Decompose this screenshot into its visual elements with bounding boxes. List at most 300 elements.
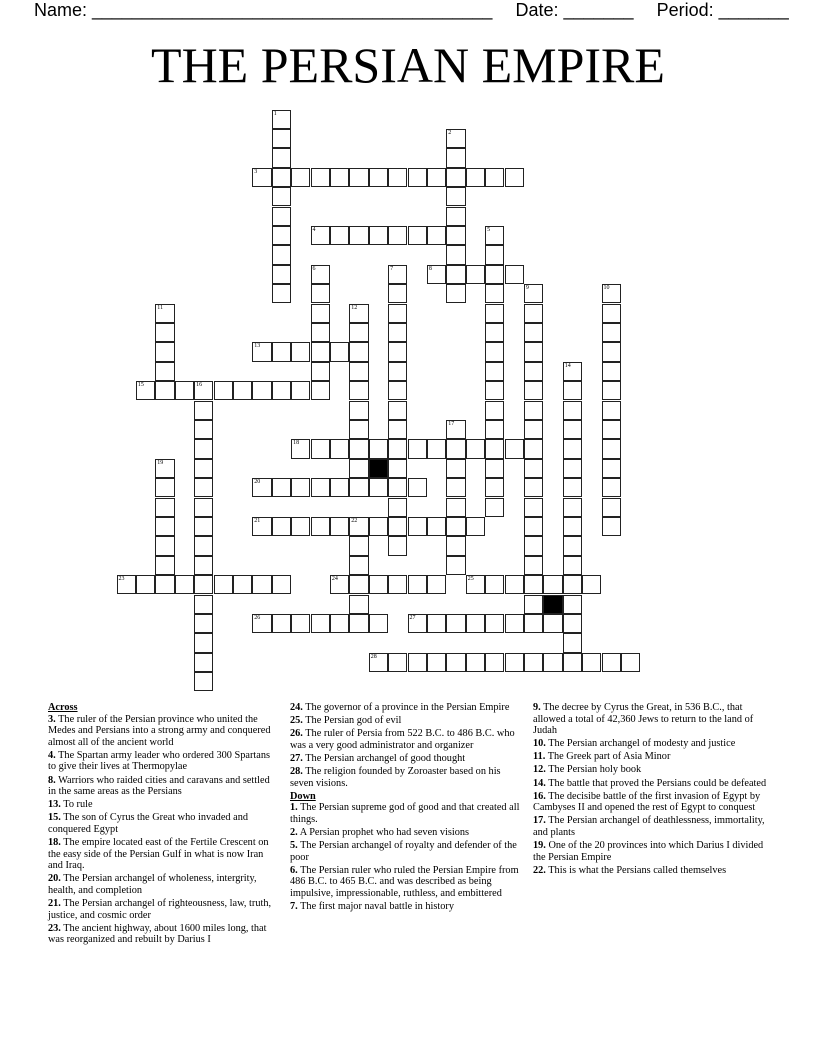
crossword-cell[interactable] xyxy=(505,168,524,187)
crossword-cell[interactable] xyxy=(485,478,504,497)
crossword-cell[interactable] xyxy=(524,420,543,439)
crossword-cell[interactable] xyxy=(311,517,330,536)
crossword-cell[interactable] xyxy=(330,168,349,187)
crossword-cell[interactable] xyxy=(155,478,174,497)
crossword-cell[interactable] xyxy=(194,653,213,672)
crossword-cell[interactable] xyxy=(563,401,582,420)
crossword-cell[interactable] xyxy=(388,284,407,303)
crossword-cell[interactable] xyxy=(330,575,349,594)
crossword-cell[interactable] xyxy=(194,672,213,691)
crossword-cell[interactable] xyxy=(446,129,465,148)
crossword-cell[interactable] xyxy=(291,168,310,187)
crossword-cell[interactable] xyxy=(272,187,291,206)
crossword-cell[interactable] xyxy=(485,420,504,439)
crossword-cell[interactable] xyxy=(155,304,174,323)
crossword-cell[interactable] xyxy=(330,439,349,458)
crossword-cell[interactable] xyxy=(155,575,174,594)
crossword-cell[interactable] xyxy=(194,401,213,420)
crossword-cell[interactable] xyxy=(446,653,465,672)
crossword-cell[interactable] xyxy=(446,517,465,536)
crossword-cell[interactable] xyxy=(349,323,368,342)
crossword-cell[interactable] xyxy=(272,265,291,284)
crossword-cell[interactable] xyxy=(155,342,174,361)
crossword-cell[interactable] xyxy=(446,439,465,458)
name-field[interactable]: Name: ________________________________________ xyxy=(34,0,493,20)
crossword-cell[interactable] xyxy=(408,517,427,536)
crossword-cell[interactable] xyxy=(485,342,504,361)
crossword-cell[interactable] xyxy=(563,362,582,381)
crossword-cell[interactable] xyxy=(311,478,330,497)
across-clue xyxy=(290,728,522,751)
clue-num: 19. xyxy=(533,840,546,852)
crossword-cell[interactable] xyxy=(369,517,388,536)
down-clue xyxy=(533,751,773,763)
crossword-cell[interactable] xyxy=(446,168,465,187)
crossword-cell[interactable] xyxy=(485,653,504,672)
crossword-cell[interactable] xyxy=(194,556,213,575)
crossword-cell[interactable] xyxy=(524,517,543,536)
crossword-cell[interactable] xyxy=(194,575,213,594)
across-clue xyxy=(48,775,280,798)
down-clue xyxy=(533,791,773,814)
clue-text: The Persian archangel of modesty and justice xyxy=(548,738,736,750)
clue-text: The Greek part of Asia Minor xyxy=(547,751,671,763)
crossword-cell[interactable] xyxy=(252,478,271,497)
crossword-cell[interactable] xyxy=(349,342,368,361)
crossword-cell[interactable] xyxy=(524,653,543,672)
crossword-cell[interactable] xyxy=(466,614,485,633)
crossword-cell[interactable] xyxy=(427,575,446,594)
crossword-cell[interactable] xyxy=(446,284,465,303)
crossword-cell[interactable] xyxy=(563,381,582,400)
clue-number: 1 xyxy=(273,110,277,117)
crossword-cell[interactable] xyxy=(349,439,368,458)
clue-text: The Persian archangel of good thought xyxy=(305,752,466,764)
crossword-cell[interactable] xyxy=(252,168,271,187)
clue-text: The Persian archangel of wholeness, intergrity, health, and completion xyxy=(48,873,257,896)
clue-text: The ruler of the Persian province who united the Medes and Persians into a strong army and conquered almost all of the ancient world xyxy=(48,713,271,748)
crossword-cell[interactable] xyxy=(621,653,640,672)
crossword-cell[interactable] xyxy=(388,420,407,439)
crossword-cell[interactable] xyxy=(155,517,174,536)
crossword-cell[interactable] xyxy=(563,420,582,439)
crossword-cell[interactable] xyxy=(524,284,543,303)
down-clue xyxy=(290,901,522,913)
crossword-cell[interactable] xyxy=(291,478,310,497)
crossword-cell[interactable] xyxy=(330,342,349,361)
clue-number: 14 xyxy=(564,362,571,369)
crossword-cell[interactable] xyxy=(524,304,543,323)
clue-text: The religion founded by Zoroaster based on his seven visions. xyxy=(290,765,501,789)
crossword-cell[interactable] xyxy=(272,148,291,167)
crossword-cell[interactable] xyxy=(349,517,368,536)
clue-num: 11. xyxy=(533,751,546,763)
crossword-cell[interactable] xyxy=(446,556,465,575)
clue-text: This is what the Persians called themselves xyxy=(548,864,727,876)
crossword-cell[interactable] xyxy=(194,420,213,439)
crossword-cell[interactable] xyxy=(388,439,407,458)
crossword-cell[interactable] xyxy=(408,226,427,245)
crossword-cell[interactable] xyxy=(155,459,174,478)
clue-num: 18. xyxy=(48,837,61,849)
crossword-cell[interactable] xyxy=(194,517,213,536)
crossword-cell[interactable] xyxy=(311,614,330,633)
crossword-cell[interactable] xyxy=(427,226,446,245)
crossword-cell[interactable] xyxy=(349,381,368,400)
crossword-cell[interactable] xyxy=(194,595,213,614)
crossword-cell[interactable] xyxy=(466,653,485,672)
crossword-cell[interactable] xyxy=(408,478,427,497)
crossword-cell[interactable] xyxy=(602,439,621,458)
crossword-cell[interactable] xyxy=(446,536,465,555)
crossword-cell[interactable] xyxy=(369,439,388,458)
crossword-cell[interactable] xyxy=(446,187,465,206)
crossword-cell[interactable] xyxy=(369,653,388,672)
crossword-cell[interactable] xyxy=(446,226,465,245)
clue-num: 3. xyxy=(48,713,56,725)
clue-num: 23. xyxy=(48,922,61,934)
crossword-cell[interactable] xyxy=(214,381,233,400)
crossword-cell[interactable] xyxy=(388,168,407,187)
crossword-cell[interactable] xyxy=(349,362,368,381)
crossword-cell[interactable] xyxy=(408,575,427,594)
crossword-cell[interactable] xyxy=(330,226,349,245)
crossword-cell[interactable] xyxy=(272,168,291,187)
crossword-cell[interactable] xyxy=(194,614,213,633)
crossword-cell[interactable] xyxy=(582,653,601,672)
crossword-cell[interactable] xyxy=(543,614,562,633)
crossword-cell[interactable] xyxy=(272,575,291,594)
crossword-cell[interactable] xyxy=(408,653,427,672)
crossword-cell[interactable] xyxy=(311,362,330,381)
clue-number: 16 xyxy=(196,382,203,389)
crossword-cell[interactable] xyxy=(349,556,368,575)
crossword-cell[interactable] xyxy=(369,226,388,245)
date-field[interactable]: Date: _______ xyxy=(515,0,634,20)
crossword-cell[interactable] xyxy=(252,575,271,594)
crossword-cell[interactable] xyxy=(136,575,155,594)
crossword-cell[interactable] xyxy=(602,284,621,303)
crossword-cell[interactable] xyxy=(485,614,504,633)
crossword-cell[interactable] xyxy=(194,633,213,652)
crossword-cell[interactable] xyxy=(563,633,582,652)
crossword-cell[interactable] xyxy=(388,517,407,536)
crossword-cell[interactable] xyxy=(543,653,562,672)
crossword-cell[interactable] xyxy=(233,381,252,400)
crossword-cell[interactable] xyxy=(602,420,621,439)
crossword-cell[interactable] xyxy=(524,439,543,458)
crossword-cell[interactable] xyxy=(252,381,271,400)
crossword-cell[interactable] xyxy=(349,226,368,245)
crossword-cell[interactable] xyxy=(524,614,543,633)
crossword-cell[interactable] xyxy=(485,381,504,400)
crossword-cell[interactable] xyxy=(349,304,368,323)
crossword-cell[interactable] xyxy=(446,265,465,284)
crossword-cell[interactable] xyxy=(252,614,271,633)
crossword-cell[interactable] xyxy=(602,381,621,400)
crossword-cell[interactable] xyxy=(563,595,582,614)
crossword-cell[interactable] xyxy=(155,381,174,400)
crossword-cell[interactable] xyxy=(155,323,174,342)
crossword-cell[interactable] xyxy=(524,362,543,381)
crossword-cell[interactable] xyxy=(388,459,407,478)
crossword-cell[interactable] xyxy=(388,265,407,284)
crossword-cell[interactable] xyxy=(543,575,562,594)
crossword-cell[interactable] xyxy=(563,556,582,575)
crossword-cell[interactable] xyxy=(563,478,582,497)
crossword-cell[interactable] xyxy=(466,265,485,284)
crossword-cell[interactable] xyxy=(485,323,504,342)
crossword-cell[interactable] xyxy=(524,595,543,614)
crossword-cell[interactable] xyxy=(563,653,582,672)
crossword-cell[interactable] xyxy=(369,575,388,594)
crossword-cell[interactable] xyxy=(563,536,582,555)
crossword-cell[interactable] xyxy=(485,168,504,187)
crossword-cell[interactable] xyxy=(466,439,485,458)
clue-num: 4. xyxy=(48,749,56,761)
crossword-cell[interactable] xyxy=(563,614,582,633)
crossword-cell[interactable] xyxy=(349,420,368,439)
crossword-cell[interactable] xyxy=(291,614,310,633)
crossword-cell[interactable] xyxy=(524,401,543,420)
crossword-cell[interactable] xyxy=(446,148,465,167)
crossword-cell[interactable] xyxy=(485,245,504,264)
crossword-cell[interactable] xyxy=(388,342,407,361)
crossword-cell[interactable] xyxy=(272,614,291,633)
crossword-cell[interactable] xyxy=(563,439,582,458)
crossword-cell[interactable] xyxy=(311,284,330,303)
crossword-cell[interactable] xyxy=(349,536,368,555)
crossword-cell[interactable] xyxy=(582,575,601,594)
clue-num: 24. xyxy=(290,702,303,713)
crossword-cell[interactable] xyxy=(272,245,291,264)
crossword-cell[interactable] xyxy=(602,401,621,420)
crossword-cell[interactable] xyxy=(272,381,291,400)
crossword-cell[interactable] xyxy=(369,614,388,633)
crossword-cell[interactable] xyxy=(602,323,621,342)
crossword-cell[interactable] xyxy=(485,284,504,303)
crossword-cell[interactable] xyxy=(252,342,271,361)
crossword-cell[interactable] xyxy=(349,614,368,633)
crossword-cell[interactable] xyxy=(194,478,213,497)
crossword-cell[interactable] xyxy=(524,498,543,517)
crossword-cell[interactable] xyxy=(272,129,291,148)
period-field[interactable]: Period: _______ xyxy=(656,0,789,20)
crossword-cell[interactable] xyxy=(291,439,310,458)
crossword-cell[interactable] xyxy=(349,401,368,420)
crossword-cell[interactable] xyxy=(563,517,582,536)
crossword-cell[interactable] xyxy=(155,556,174,575)
clue-number: 15 xyxy=(137,382,144,389)
crossword-cell[interactable] xyxy=(311,304,330,323)
crossword-cell[interactable] xyxy=(349,575,368,594)
crossword-cell[interactable] xyxy=(505,614,524,633)
clue-num: 1. xyxy=(290,802,298,814)
crossword-cell[interactable] xyxy=(311,439,330,458)
crossword-cell[interactable] xyxy=(602,342,621,361)
crossword-cell[interactable] xyxy=(272,478,291,497)
crossword-cell[interactable] xyxy=(194,536,213,555)
crossword-cell[interactable] xyxy=(427,517,446,536)
crossword-cell[interactable] xyxy=(175,381,194,400)
crossword-cell[interactable] xyxy=(214,575,233,594)
crossword-cell[interactable] xyxy=(388,304,407,323)
crossword-cell[interactable] xyxy=(427,614,446,633)
crossword-cell[interactable] xyxy=(602,362,621,381)
crossword-cell[interactable] xyxy=(369,478,388,497)
crossword-cell[interactable] xyxy=(485,439,504,458)
crossword-cell[interactable] xyxy=(252,517,271,536)
crossword-cell[interactable] xyxy=(272,284,291,303)
crossword-cell[interactable] xyxy=(388,498,407,517)
crossword-cell[interactable] xyxy=(466,575,485,594)
crossword-cell[interactable] xyxy=(194,459,213,478)
crossword-cell[interactable] xyxy=(485,401,504,420)
crossword-cell[interactable] xyxy=(311,381,330,400)
crossword-cell[interactable] xyxy=(524,459,543,478)
crossword-cell[interactable] xyxy=(408,614,427,633)
clue-num: 27. xyxy=(290,752,303,764)
crossword-cell[interactable] xyxy=(505,653,524,672)
crossword-cell[interactable] xyxy=(446,459,465,478)
crossword-cell[interactable] xyxy=(563,459,582,478)
clue-num: 6. xyxy=(290,864,298,876)
crossword-cell[interactable] xyxy=(175,575,194,594)
crossword-cell[interactable] xyxy=(524,478,543,497)
crossword-cell[interactable] xyxy=(602,517,621,536)
clue-number: 18 xyxy=(293,440,300,447)
clue-text: Warriors who raided cities and caravans and settled in the same areas as the Persians xyxy=(48,774,270,798)
crossword-cell[interactable] xyxy=(446,207,465,226)
crossword-cell[interactable] xyxy=(466,517,485,536)
down-clue xyxy=(290,840,522,863)
crossword-cell[interactable] xyxy=(524,381,543,400)
crossword-cell[interactable] xyxy=(155,536,174,555)
clue-number: 22 xyxy=(351,517,358,524)
crossword-cell[interactable] xyxy=(485,265,504,284)
crossword-cell[interactable] xyxy=(311,342,330,361)
crossword-cell[interactable] xyxy=(272,110,291,129)
crossword-cell[interactable] xyxy=(485,498,504,517)
crossword-cell[interactable] xyxy=(427,653,446,672)
crossword-cell[interactable] xyxy=(427,265,446,284)
crossword-cell[interactable] xyxy=(194,498,213,517)
down-clue xyxy=(533,840,773,863)
crossword-cell[interactable] xyxy=(272,342,291,361)
crossword-cell[interactable] xyxy=(272,517,291,536)
across-clue xyxy=(290,702,522,714)
crossword-cell[interactable] xyxy=(524,342,543,361)
clue-num: 22. xyxy=(533,864,546,876)
crossword-cell[interactable] xyxy=(524,556,543,575)
crossword-cell[interactable] xyxy=(311,226,330,245)
crossword-cell[interactable] xyxy=(272,226,291,245)
crossword-cell[interactable] xyxy=(505,575,524,594)
crossword-cell[interactable] xyxy=(408,439,427,458)
clue-number: 28 xyxy=(370,653,377,660)
crossword-cell[interactable] xyxy=(349,478,368,497)
crossword-cell[interactable] xyxy=(446,478,465,497)
crossword-cell[interactable] xyxy=(524,323,543,342)
crossword-cell[interactable] xyxy=(330,517,349,536)
crossword-cell[interactable] xyxy=(446,245,465,264)
crossword-cell[interactable] xyxy=(291,517,310,536)
clue-text: The Persian holy book xyxy=(548,764,642,776)
crossword-cell[interactable] xyxy=(602,653,621,672)
crossword-cell[interactable] xyxy=(602,478,621,497)
crossword-cell[interactable] xyxy=(602,459,621,478)
clue-text: One of the 20 provinces into which Darius I divided the Persian Empire xyxy=(533,840,764,863)
crossword-cell[interactable] xyxy=(330,614,349,633)
crossword-cell[interactable] xyxy=(311,168,330,187)
crossword-cell[interactable] xyxy=(311,323,330,342)
crossword-cell[interactable] xyxy=(388,478,407,497)
crossword-cell[interactable] xyxy=(194,381,213,400)
black-square xyxy=(543,595,562,614)
crossword-cell[interactable] xyxy=(233,575,252,594)
clue-number: 13 xyxy=(254,343,261,350)
crossword-cell[interactable] xyxy=(194,439,213,458)
clues-column-2 xyxy=(290,702,522,914)
clue-text: To rule xyxy=(63,799,93,811)
crossword-cell[interactable] xyxy=(349,595,368,614)
crossword-cell[interactable] xyxy=(311,265,330,284)
crossword-cell[interactable] xyxy=(563,575,582,594)
clue-num: 7. xyxy=(290,901,298,912)
crossword-cell[interactable] xyxy=(408,168,427,187)
crossword-cell[interactable] xyxy=(117,575,136,594)
crossword-cell[interactable] xyxy=(136,381,155,400)
crossword-cell[interactable] xyxy=(291,342,310,361)
crossword-cell[interactable] xyxy=(602,304,621,323)
crossword-cell[interactable] xyxy=(524,575,543,594)
crossword-cell[interactable] xyxy=(388,575,407,594)
crossword-cell[interactable] xyxy=(563,498,582,517)
crossword-cell[interactable] xyxy=(427,168,446,187)
crossword-cell[interactable] xyxy=(388,536,407,555)
crossword-cell[interactable] xyxy=(272,207,291,226)
crossword-cell[interactable] xyxy=(427,439,446,458)
crossword-cell[interactable] xyxy=(485,459,504,478)
clue-text: The Persian supreme god of good and that created all things. xyxy=(290,802,520,825)
crossword-cell[interactable] xyxy=(155,362,174,381)
crossword-cell[interactable] xyxy=(485,226,504,245)
crossword-cell[interactable] xyxy=(485,304,504,323)
crossword-cell[interactable] xyxy=(155,498,174,517)
crossword-cell[interactable] xyxy=(466,168,485,187)
crossword-cell[interactable] xyxy=(485,362,504,381)
crossword-cell[interactable] xyxy=(388,381,407,400)
crossword-cell[interactable] xyxy=(369,168,388,187)
crossword-cell[interactable] xyxy=(388,653,407,672)
crossword-cell[interactable] xyxy=(388,323,407,342)
crossword-cell[interactable] xyxy=(505,265,524,284)
crossword-cell[interactable] xyxy=(446,498,465,517)
crossword-cell[interactable] xyxy=(388,362,407,381)
crossword-cell[interactable] xyxy=(349,168,368,187)
crossword-cell[interactable] xyxy=(602,498,621,517)
crossword-cell[interactable] xyxy=(524,536,543,555)
crossword-cell[interactable] xyxy=(505,439,524,458)
crossword-cell[interactable] xyxy=(446,420,465,439)
crossword-cell[interactable] xyxy=(330,478,349,497)
crossword-cell[interactable] xyxy=(349,459,368,478)
crossword-cell[interactable] xyxy=(291,381,310,400)
crossword-cell[interactable] xyxy=(388,226,407,245)
crossword-cell[interactable] xyxy=(446,614,465,633)
crossword-cell[interactable] xyxy=(388,401,407,420)
crossword-cell[interactable] xyxy=(485,575,504,594)
